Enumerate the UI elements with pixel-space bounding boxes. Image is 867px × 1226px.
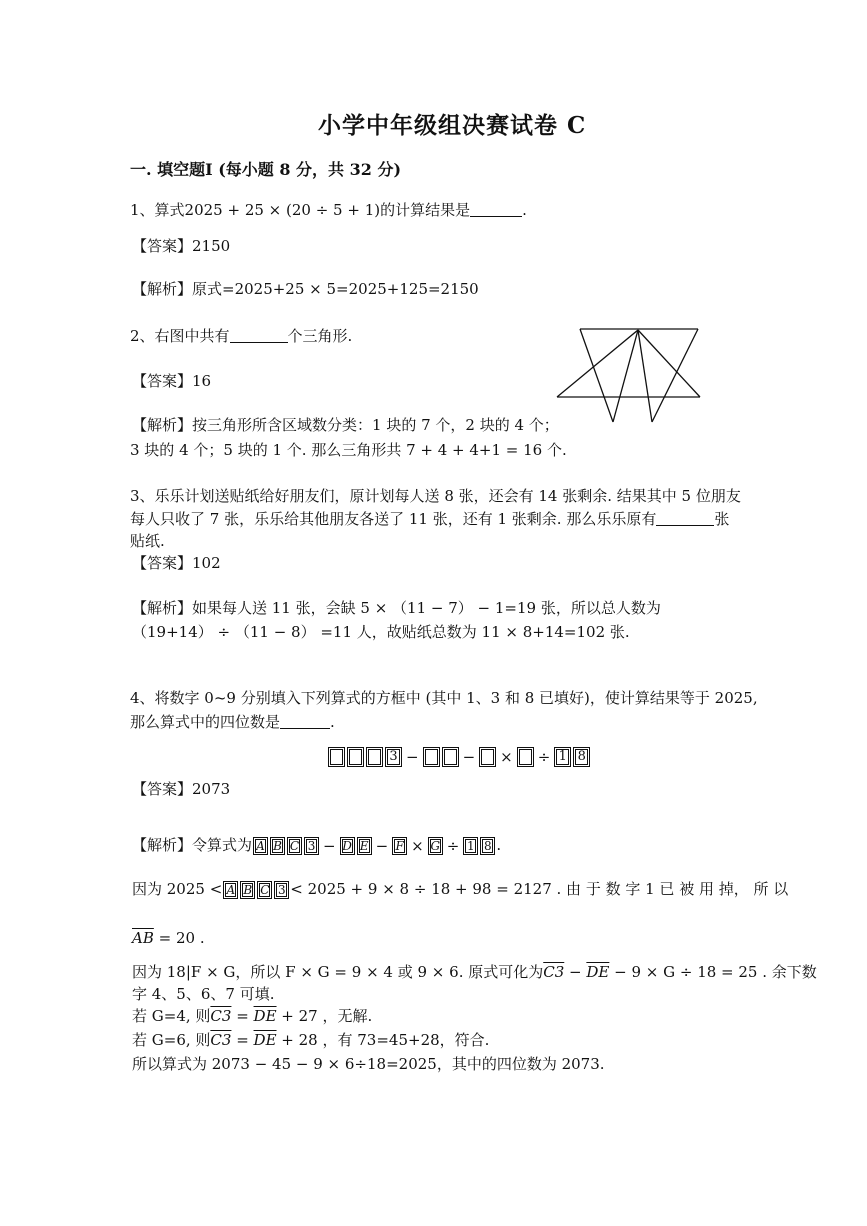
- letter-c: C: [260, 883, 270, 897]
- letter-box-b: [240, 881, 255, 899]
- minus-sign: −: [406, 748, 419, 766]
- q1-expression: 2025 + 25 × (20 ÷ 5 + 1): [184, 201, 381, 219]
- minus-sign: −: [375, 837, 389, 855]
- divide-sign: ÷: [446, 837, 460, 855]
- q4-analysis-line-8: 所以算式为 2073 − 45 − 9 × 6÷18=2025，其中的四位数为 2073.: [132, 1055, 605, 1073]
- minus-sign: −: [323, 837, 336, 855]
- digit-box: [442, 747, 459, 767]
- l6-end: + 28 ，有 73=45+28，符合.: [276, 1031, 490, 1049]
- l3-end: − 9 × G ÷ 18 = 25 . 余下数: [609, 963, 817, 981]
- q1-answer: 【答案】2150: [132, 237, 231, 255]
- q4-analysis-line-2: [132, 878, 788, 900]
- q4-analysis-line-7: [132, 1030, 489, 1050]
- c3-overline: C3: [210, 1031, 232, 1049]
- q4-analysis-line-6: [132, 1006, 372, 1026]
- section-heading: 一. 填空题Ⅰ (每小题 8 分，共 32 分): [130, 160, 402, 179]
- digit-box: [347, 747, 364, 767]
- q4-period: .: [330, 713, 335, 731]
- answer-blank: [230, 327, 288, 343]
- l3-text: 因为 18|F × G，所以 F × G = 9 × 4 或 9 × 6. 原式可化为: [132, 963, 544, 981]
- l5-end: + 27 ，无解.: [276, 1007, 373, 1025]
- letter-box-g: [428, 837, 443, 855]
- q2-prefix: 2、右图中共有: [130, 327, 230, 345]
- because-prefix: 因为 2025 <: [132, 880, 223, 898]
- q3-analysis-line-1: 【解析】如果每人送 11 张，会缺 5 × （11 − 7） − 1=19 张，所以总人数为: [132, 599, 661, 617]
- q1-period: .: [522, 201, 527, 219]
- letter-a: A: [256, 839, 265, 853]
- ab-equation: = 20 .: [153, 929, 205, 947]
- q3-line-1: 3、乐乐计划送贴纸给好朋友们，原计划每人送 8 张，还会有 14 张剩余. 结果其中 5 位朋友: [130, 487, 741, 505]
- q4-answer: 【答案】2073: [132, 780, 231, 798]
- q4-equation: [327, 744, 591, 769]
- answer-blank: [280, 713, 330, 729]
- letter-a: A: [226, 883, 236, 897]
- digit-box-8: 8: [480, 837, 495, 855]
- digit-box-3: 3: [385, 747, 402, 767]
- de-overline: $\overline{DE}$: [586, 963, 610, 981]
- q4-line-1: 4、将数字 0~9 分别填入下列算式的方框中 (其中 1、3 和 8 已填好)，使计算结果等于 2025,: [130, 689, 758, 707]
- answer-blank: [470, 201, 522, 217]
- q3-line-3: 贴纸.: [130, 532, 165, 550]
- de-overline: $\overline{DE}$: [253, 1031, 277, 1049]
- letter-f: F: [395, 839, 404, 853]
- period: .: [496, 836, 502, 854]
- letter-box-d: [340, 837, 355, 855]
- q4-line-2: [130, 712, 335, 732]
- q4-analysis-line-3: [132, 928, 205, 948]
- q2-analysis-line-1: 【解析】按三角形所含区域数分类：1 块的 7 个，2 块的 4 个；: [132, 416, 559, 434]
- question-2: [130, 326, 352, 346]
- c3-overline: C3: [210, 1007, 232, 1025]
- letter-box-c: [287, 837, 302, 855]
- letter-box-e: [357, 837, 372, 855]
- q4-line-2-text: 那么算式中的四位数是: [130, 713, 281, 731]
- q1-prefix: 1、算式: [130, 201, 185, 219]
- letter-box-c: [257, 881, 272, 899]
- q3-line-2: [130, 509, 729, 529]
- minus-sign: −: [462, 748, 476, 766]
- digit-box: [479, 747, 496, 767]
- letter-b: B: [243, 883, 253, 897]
- q1-analysis: 【解析】原式=2025+25 × 5=2025+125=2150: [132, 280, 479, 298]
- q2-answer: 【答案】16: [132, 372, 212, 390]
- ab-overline: $\overline{AB}$: [132, 929, 154, 947]
- page-title: 小学中年级组决赛试卷 C: [318, 112, 587, 139]
- times-sign: ×: [411, 837, 424, 855]
- de-overline: $\overline{DE}$: [253, 1007, 277, 1025]
- letter-d: D: [342, 839, 352, 853]
- letter-g: G: [430, 839, 441, 853]
- q4-analysis-line-4: [132, 962, 817, 982]
- l6-equals: =: [231, 1031, 254, 1049]
- letter-c: C: [289, 839, 300, 853]
- answer-blank: [656, 510, 714, 526]
- letter-b: B: [273, 839, 282, 853]
- q4-analysis-line-5: 字 4、5、6、7 可填.: [132, 985, 275, 1003]
- q2-suffix: 个三角形.: [287, 327, 353, 345]
- digit-box: [328, 747, 345, 767]
- q4-analysis-line-1: [132, 834, 501, 857]
- letter-e: E: [359, 839, 369, 853]
- l6-text: 若 G=6, 则: [132, 1031, 211, 1049]
- q3-line-2-text: 每人只收了 7 张，乐乐给其他朋友各送了 11 张，还有 1 张剩余. 那么乐乐原有: [130, 510, 657, 528]
- l5-equals: =: [231, 1007, 254, 1025]
- digit-box-3: 3: [274, 881, 289, 899]
- digit-box-1: 1: [554, 747, 571, 767]
- c3-overline: C3: [543, 963, 565, 981]
- digit-box-1: 1: [463, 837, 478, 855]
- digit-box-3: 3: [304, 837, 319, 855]
- q4-analysis-prefix: 【解析】令算式为: [132, 836, 253, 854]
- q1-suffix: 的计算结果是: [380, 201, 471, 219]
- l5-text: 若 G=4, 则: [132, 1007, 211, 1025]
- digit-box-8: 8: [573, 747, 590, 767]
- digit-box: [423, 747, 440, 767]
- times-sign: ×: [500, 748, 513, 766]
- q3-answer: 【答案】102: [132, 554, 221, 572]
- because-suffix: < 2025 + 9 × 8 ÷ 18 + 98 = 2127 . 由 于 数 字 1 已 被 用 掉， 所 以: [290, 880, 789, 898]
- q3-line-2-end: 张: [714, 510, 730, 528]
- triangle-figure: [550, 322, 710, 427]
- divide-sign: ÷: [537, 748, 551, 766]
- l3-minus: −: [564, 963, 587, 981]
- question-1: [130, 200, 527, 220]
- digit-box: [517, 747, 534, 767]
- letter-box-a: [253, 837, 268, 855]
- letter-box-b: [270, 837, 285, 855]
- letter-box-f: [392, 837, 407, 855]
- q3-analysis-line-2: （19+14） ÷ （11 − 8） =11 人，故贴纸总数为 11 × 8+14=102 张.: [132, 623, 630, 641]
- letter-box-a: [223, 881, 238, 899]
- digit-box: [366, 747, 383, 767]
- q2-analysis-line-2: 3 块的 4 个；5 块的 1 个. 那么三角形共 7 + 4 + 4+1 = 16 个.: [130, 441, 567, 459]
